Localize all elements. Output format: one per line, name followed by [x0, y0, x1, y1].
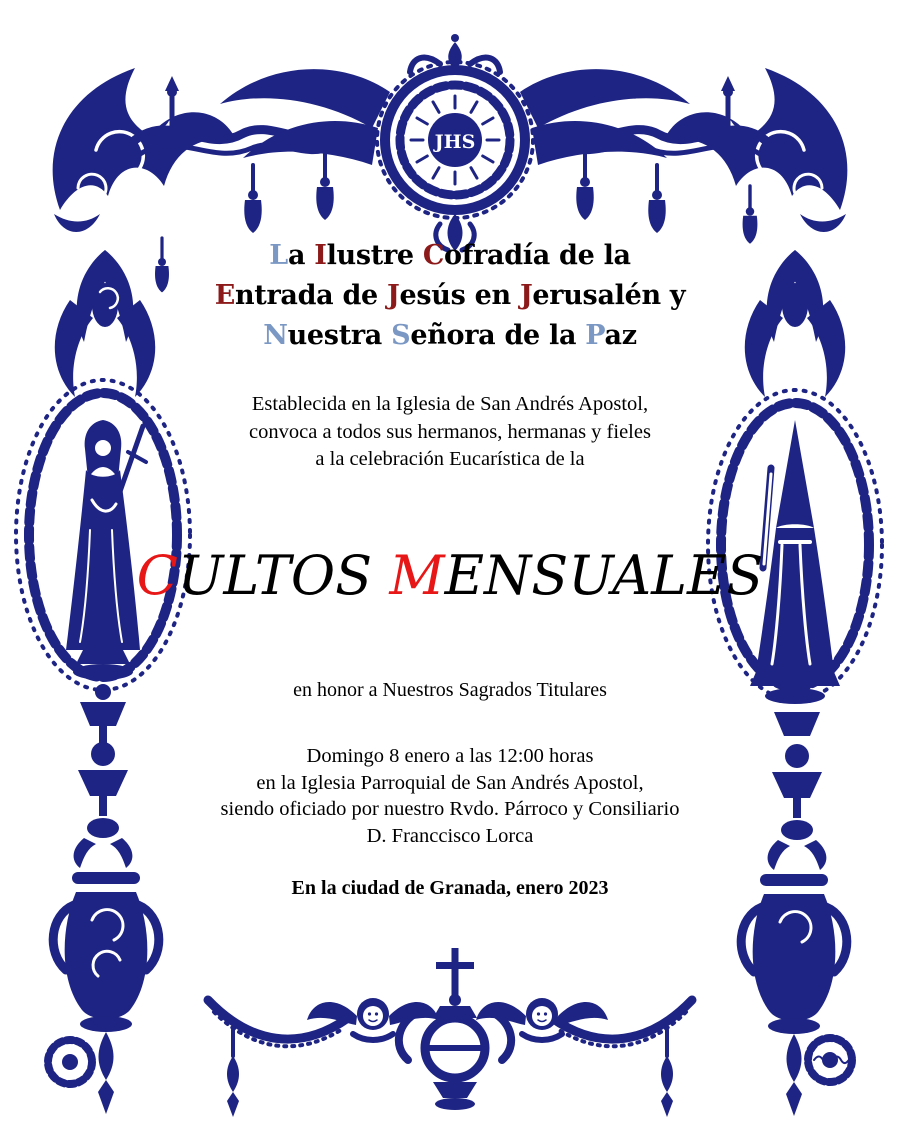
intro-line: Establecida en la Iglesia de San Andrés Apostol,: [251, 393, 649, 415]
jhs-cartouche: [220, 34, 690, 251]
details-line: siendo oficiado por nuestro Rvdo. Párroco y Consiliario: [220, 798, 680, 820]
cross-and-orb: [399, 948, 511, 1110]
title-line-3: Nuestra Señora de la Paz: [263, 320, 637, 351]
title-line-2: Entrada de Jesús en Jerusalén y: [214, 280, 686, 311]
closing-line: En la ciudad de Granada, enero 2023: [291, 877, 609, 899]
details-line: en la Iglesia Parroquial de San Andrés Apostol,: [256, 771, 644, 794]
details-line: Domingo 8 enero a las 12:00 horas: [306, 745, 594, 767]
jhs-monogram: JHS: [434, 131, 476, 153]
title-line-1: La Ilustre Cofradía de la: [269, 240, 631, 271]
intro-line: convoca a todos sus hermanos, hermanas y fieles: [249, 420, 651, 443]
event-details: [150, 743, 750, 849]
bottom-left-urn: [53, 872, 159, 1114]
intro-paragraph: [170, 391, 730, 474]
poster-title: [170, 236, 730, 356]
intro-line: a la celebración Eucarística de la: [315, 448, 585, 470]
main-heading-cultos-mensuales: CULTOS MENSUALES: [136, 544, 764, 607]
honor-line: en honor a Nuestros Sagrados Titulares: [293, 679, 607, 701]
details-line: D. Franccisco Lorca: [366, 824, 534, 847]
